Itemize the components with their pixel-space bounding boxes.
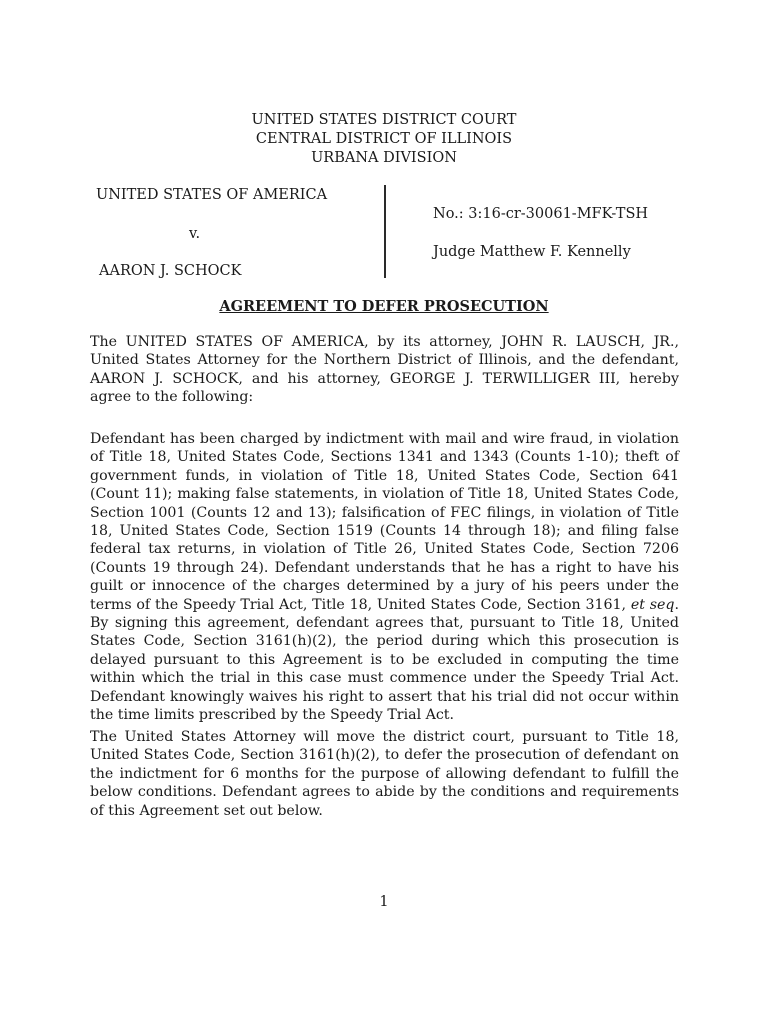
paragraph-parties-text: The UNITED STATES OF AMERICA, by its attorney, JOHN R. LAUSCH, JR., United States Attorney for the Northern District of Illinois, and the defendant, AARON J. SCHOCK, and his attorney, GEORGE J. TERWILLIGER III, hereby agree to the following: [90,334,679,406]
judge-name: Judge Matthew F. Kennelly [433,244,631,260]
court-name: UNITED STATES DISTRICT COURT [251,112,517,128]
plaintiff-name: UNITED STATES OF AMERICA [96,187,328,203]
charges-text-part-2: . By signing this agreement, defendant agrees that, pursuant to Title 18, United States Code, Section 3161(h)(2), the period during which this prosecution is delayed pursuant to this Agreement is to be excluded in computing the time within which the trial in this case must commence under the Speedy Trial Act. Defendant knowingly waives his right to assert that his trial did not occur within the time limits prescribed by the Speedy Trial Act. [90,596,679,724]
court-district: CENTRAL DISTRICT OF ILLINOIS [255,131,513,147]
paragraph-parties [90,333,679,407]
paragraph-deferral [90,728,679,820]
charges-text-part-1: Defendant has been charged by indictment with mail and wire fraud, in violation of Title 18, United States Code, Sections 1341 and 1343 (Counts 1-10); theft of government funds, in violation of Title 18, United States Code, Section 641 (Count 11); making false statements, in violation of Title 18, United States Code, Section 1001 (Counts 12 and 13); falsification of FEC filings, in violation of Title 18, United States Code, Section 1519 (Counts 14 through 18); and filing false federal tax returns, in violation of Title 26, United States Code, Section 7206 (Counts 19 through 24). Defendant understands that he has a right to have his guilt or innocence of the charges determined by a jury of his peers under the terms of the Speedy Trial Act, Title 18, United States Code, Section 3161, [90,431,679,613]
paragraph-charges [90,430,679,725]
court-division: URBANA DIVISION [311,150,457,166]
paragraph-charges-text [90,430,679,725]
caption-divider [384,185,386,278]
et-seq-italic: et seq [630,596,675,613]
paragraph-deferral-text: The United States Attorney will move the district court, pursuant to Title 18, United States Code, Section 3161(h)(2), to defer the prosecution of defendant on the indictment for 6 months for the purpose of allowing defendant to fulfill the below conditions. Defendant agrees to abide by the conditions and requirements of this Agreement set out below. [90,729,679,819]
court-header [0,111,768,168]
versus-label: v. [189,226,201,242]
case-number: No.: 3:16-cr-30061-MFK-TSH [433,206,649,222]
document-title: AGREEMENT TO DEFER PROSECUTION [219,298,549,315]
defendant-name: AARON J. SCHOCK [99,263,242,279]
page-number: 1 [379,894,389,910]
